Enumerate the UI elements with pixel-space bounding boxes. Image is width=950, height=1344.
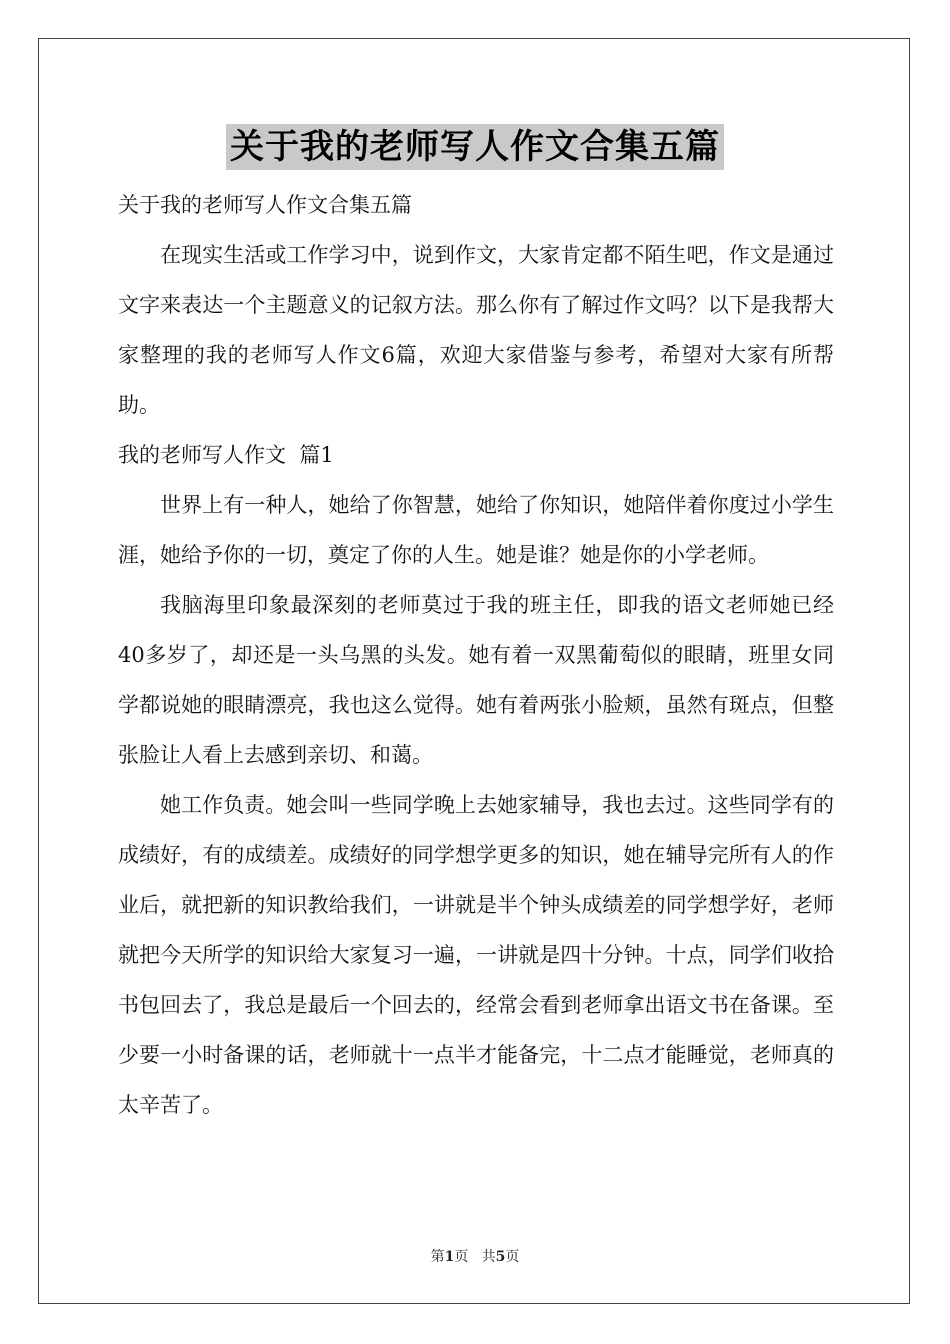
total-suffix: 页 [505, 1249, 520, 1265]
document-body [118, 180, 834, 1130]
paragraph: 在现实生活或工作学习中，说到作文，大家肯定都不陌生吧，作文是通过文字来表达一个主题意义的记叙方法。那么你有了解过作文吗？以下是我帮大家整理的我的老师写人作文6篇，欢迎大家借鉴与参考，希望对大家有所帮助。 [118, 243, 834, 417]
page-total: 5 [495, 1249, 506, 1265]
total-prefix: 共 [481, 1249, 496, 1265]
page-suffix: 页 [454, 1249, 469, 1265]
section-heading: 我的老师写人作文 篇1 [118, 443, 334, 467]
paragraph: 我脑海里印象最深刻的老师莫过于我的班主任，即我的语文老师她已经40多岁了，却还是一头乌黑的头发。她有着一双黑葡萄似的眼睛，班里女同学都说她的眼睛漂亮，我也这么觉得。她有着两张小脸颊，虽然有斑点，但整张脸让人看上去感到亲切、和蔼。 [118, 593, 834, 767]
page-current: 1 [444, 1249, 455, 1265]
paragraph: 她工作负责。她会叫一些同学晚上去她家辅导，我也去过。这些同学有的成绩好，有的成绩差。成绩好的同学想学更多的知识，她在辅导完所有人的作业后，就把新的知识教给我们，一讲就是半个钟头成绩差的同学想学好，老师就把今天所学的知识给大家复习一遍，一讲就是四十分钟。十点，同学们收拾书包回去了，我总是最后一个回去的，经常会看到老师拿出语文书在备课。至少要一小时备课的话，老师就十一点半才能备完，十二点才能睡觉，老师真的太辛苦了。 [118, 793, 834, 1117]
title-container [0, 124, 950, 170]
paragraph: 关于我的老师写人作文合集五篇 [118, 193, 412, 217]
page-prefix: 第 [430, 1249, 445, 1265]
page-footer [0, 1246, 950, 1266]
document-title: 关于我的老师写人作文合集五篇 [226, 124, 724, 170]
paragraph: 世界上有一种人，她给了你智慧，她给了你知识，她陪伴着你度过小学生涯，她给予你的一切，奠定了你的人生。她是谁？她是你的小学老师。 [118, 493, 834, 567]
